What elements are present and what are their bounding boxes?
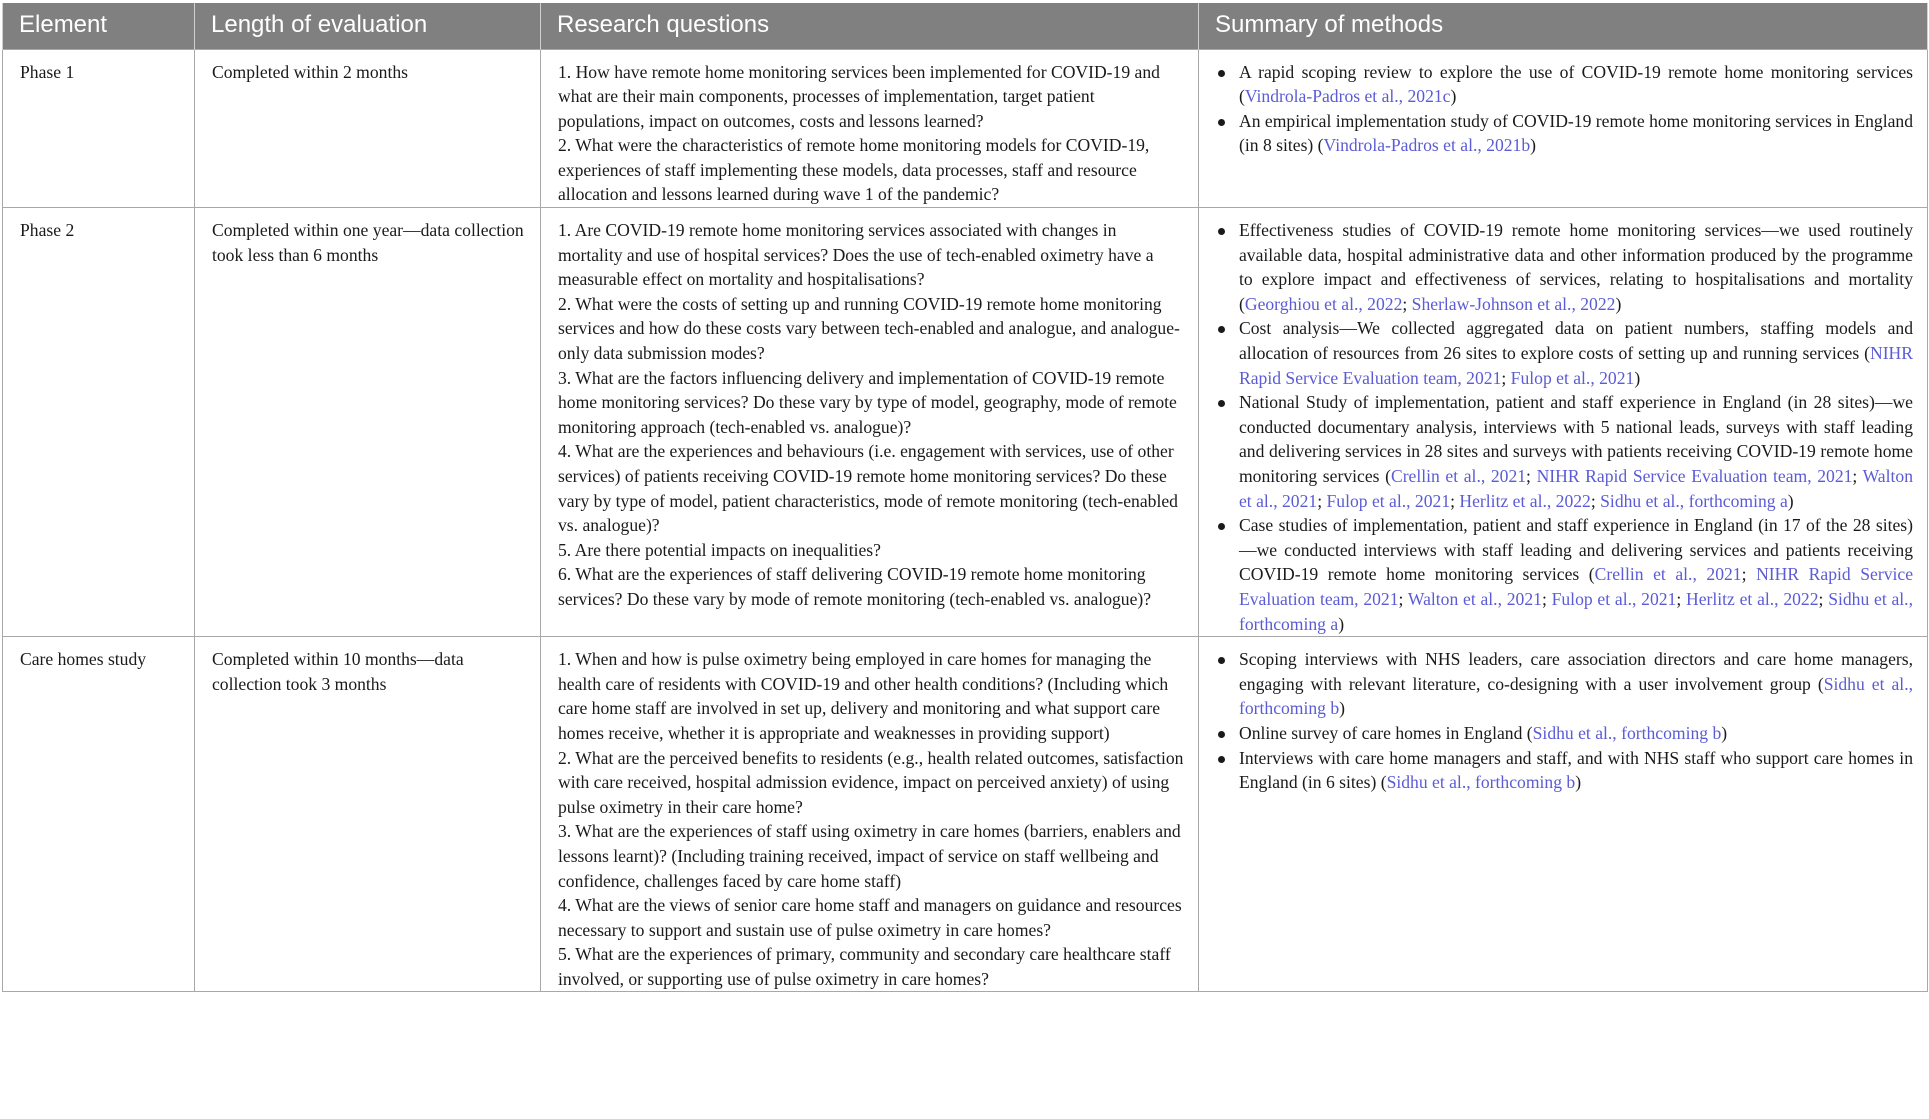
method-item: Scoping interviews with NHS leaders, care association directors and care home managers, engaging with relevant literature, co-designing with a user involvement group (Sidhu et al., forthcoming b) — [1216, 647, 1913, 721]
citation-link[interactable]: Herlitz et al., 2022 — [1686, 588, 1819, 609]
citation-link[interactable]: Vindrola-Padros et al., 2021b — [1323, 135, 1531, 156]
method-item: Interviews with care home managers and staff, and with NHS staff who support care homes in England (in 6 sites) (Sidhu et al., forthcoming b) — [1216, 746, 1913, 795]
evaluation-table — [2, 3, 1928, 992]
research-question: 2. What were the characteristics of remote home monitoring models for COVID-19, experiences of staff implementing these models, data processes, staff and resource allocation and lessons learned during wave 1 of the pandemic? — [558, 135, 1150, 205]
header-row — [3, 3, 1928, 49]
method-item: Effectiveness studies of COVID-19 remote home monitoring services—we used routinely available data, hospital administrative data and other information produced by the programme to explore impact and effectiveness of services, relating to hospitalisations and mortality (Georghiou et al., 2022; Sherlaw-Johnson et al., 2022) — [1216, 218, 1913, 316]
header-element: Element — [3, 3, 195, 49]
cell-element: Phase 1 — [3, 49, 195, 208]
methods-list — [1216, 647, 1913, 795]
methods-list — [1216, 60, 1913, 158]
cell-methods — [1199, 49, 1928, 208]
citation-link[interactable]: Crellin et al., 2021 — [1390, 466, 1527, 486]
cell-methods — [1199, 208, 1928, 637]
table-row — [3, 637, 1928, 992]
citation-link[interactable]: NIHR Rapid Service Evaluation team, 2021 — [1239, 343, 1913, 388]
research-question: 5. What are the experiences of primary, community and secondary care healthcare staff involved, or supporting use of pulse oximetry in care homes? — [558, 944, 1171, 989]
method-item: Case studies of implementation, patient and staff experience in England (in 17 of the 28 sites)—we conducted interviews with staff leading and delivering services and patients receiving COVID-19 remote home monitoring services (Crellin et al., 2021; NIHR Rapid Service Evaluation team, 2021; Walton et al., 2021; Fulop et al., 2021; Herlitz et al., 2022; Sidhu et al., forthcoming a) — [1216, 513, 1913, 636]
research-question: 2. What were the costs of setting up and running COVID-19 remote home monitoring services and how do these costs vary between tech-enabled and analogue, and analogue-only data submission modes? — [558, 293, 1180, 364]
method-item: National Study of implementation, patient and staff experience in England (in 28 sites)—we conducted documentary analysis, interviews with 5 national leads, surveys with staff leading and delivering services in 28 sites and surveys with patients receiving COVID-19 remote home monitoring services (Crellin et al., 2021; NIHR Rapid Service Evaluation team, 2021; Walton et al., 2021; Fulop et al., 2021; Herlitz et al., 2022; Sidhu et al., forthcoming a) — [1216, 390, 1913, 513]
citation-link[interactable]: Walton et al., 2021 — [1407, 588, 1542, 609]
research-question: 4. What are the views of senior care home staff and managers on guidance and resources necessary to support and sustain use of pulse oximetry in care homes? — [558, 895, 1182, 940]
table-body — [3, 49, 1928, 992]
research-question: 5. Are there potential impacts on inequalities? — [558, 539, 881, 560]
method-item: Cost analysis—We collected aggregated data on patient numbers, staffing models and allocation of resources from 26 sites to explore costs of setting up and running services (NIHR Rapid Service Evaluation team, 2021; Fulop et al., 2021) — [1216, 316, 1913, 390]
table-header — [3, 3, 1928, 49]
cell-questions — [541, 208, 1199, 637]
table-row — [3, 49, 1928, 208]
cell-element: Care homes study — [3, 637, 195, 992]
research-question: 2. What are the perceived benefits to residents (e.g., health related outcomes, satisfaction with care received, hospital admission evidence, impact on perceived anxiety) of using pulse oximetry in their care home? — [558, 747, 1184, 817]
cell-questions — [541, 637, 1199, 992]
citation-link[interactable]: Fulop et al., 2021 — [1551, 588, 1677, 609]
citation-link[interactable]: Herlitz et al., 2022 — [1459, 490, 1591, 511]
cell-element: Phase 2 — [3, 208, 195, 637]
research-question: 1. When and how is pulse oximetry being employed in care homes for managing the health care of residents with COVID-19 and other health conditions? (Including which care home staff are involved in set up, delivery and monitoring and what support care homes receive, whether it is appropriate and weaknesses in providing support) — [558, 649, 1169, 743]
citation-link[interactable]: Sidhu et al., forthcoming b — [1239, 673, 1913, 719]
research-question: 1. Are COVID-19 remote home monitoring services associated with changes in mortality and use of hospital services? Does the use of tech-enabled oximetry have a measurable effect on mortality and hospitalisations? — [558, 220, 1154, 290]
citation-link[interactable]: Georghiou et al., 2022 — [1244, 293, 1403, 314]
cell-questions — [541, 49, 1199, 208]
header-length-of-evaluation: Length of evaluation — [195, 3, 541, 49]
citation-link[interactable]: Sidhu et al., forthcoming a — [1239, 588, 1913, 634]
method-item: An empirical implementation study of COVID-19 remote home monitoring services in England (in 8 sites) (Vindrola-Padros et al., 2021b) — [1216, 109, 1913, 158]
research-question: 3. What are the experiences of staff using oximetry in care homes (barriers, enablers and lessons learnt)? (Including training received, impact of service on staff wellbeing and confidence, challenges faced by care home staff) — [558, 821, 1181, 891]
cell-length: Completed within one year—data collection took less than 6 months — [195, 208, 541, 637]
citation-link[interactable]: Vindrola-Padros et al., 2021c — [1244, 86, 1451, 107]
methods-list — [1216, 218, 1913, 636]
method-item: Online survey of care homes in England (Sidhu et al., forthcoming b) — [1216, 721, 1913, 746]
table-row — [3, 208, 1928, 637]
research-question: 3. What are the factors influencing delivery and implementation of COVID-19 remote home monitoring services? Do these vary by type of model, geography, mode of remote monitoring approach (tech-enabled vs. analogue)? — [558, 367, 1177, 437]
cell-length: Completed within 10 months—data collection took 3 months — [195, 637, 541, 992]
header-research-questions: Research questions — [541, 3, 1199, 49]
header-summary-of-methods: Summary of methods — [1199, 3, 1928, 49]
research-question: 1. How have remote home monitoring services been implemented for COVID-19 and what are their main components, processes of implementation, target patient populations, impact on outcomes, costs and lessons learned? — [558, 61, 1160, 131]
method-item: A rapid scoping review to explore the use of COVID-19 remote home monitoring services (Vindrola-Padros et al., 2021c) — [1216, 60, 1913, 109]
citation-link[interactable]: Crellin et al., 2021 — [1594, 564, 1742, 585]
citation-link[interactable]: Sidhu et al., forthcoming a — [1600, 490, 1788, 511]
research-question: 4. What are the experiences and behaviours (i.e. engagement with services, use of other services) of patients receiving COVID-19 remote home monitoring services? Do these vary by type of model, patient characteristics, mode of remote monitoring (tech-enabled vs. analogue)? — [558, 441, 1178, 536]
citation-link[interactable]: Walton et al., 2021 — [1239, 466, 1913, 511]
citation-link[interactable]: Fulop et al., 2021 — [1326, 490, 1451, 511]
citation-link[interactable]: NIHR Rapid Service Evaluation team, 2021 — [1536, 466, 1853, 486]
cell-length: Completed within 2 months — [195, 49, 541, 208]
citation-link[interactable]: Fulop et al., 2021 — [1510, 367, 1635, 388]
citation-link[interactable]: Sidhu et al., forthcoming b — [1532, 722, 1722, 743]
research-question: 6. What are the experiences of staff delivering COVID-19 remote home monitoring services? Do these vary by mode of remote monitoring (tech-enabled vs. analogue)? — [558, 564, 1152, 609]
citation-link[interactable]: NIHR Rapid Service Evaluation team, 2021 — [1239, 564, 1913, 609]
citation-link[interactable]: Sidhu et al., forthcoming b — [1386, 772, 1576, 793]
cell-methods — [1199, 637, 1928, 992]
citation-link[interactable]: Sherlaw-Johnson et al., 2022 — [1411, 293, 1616, 314]
